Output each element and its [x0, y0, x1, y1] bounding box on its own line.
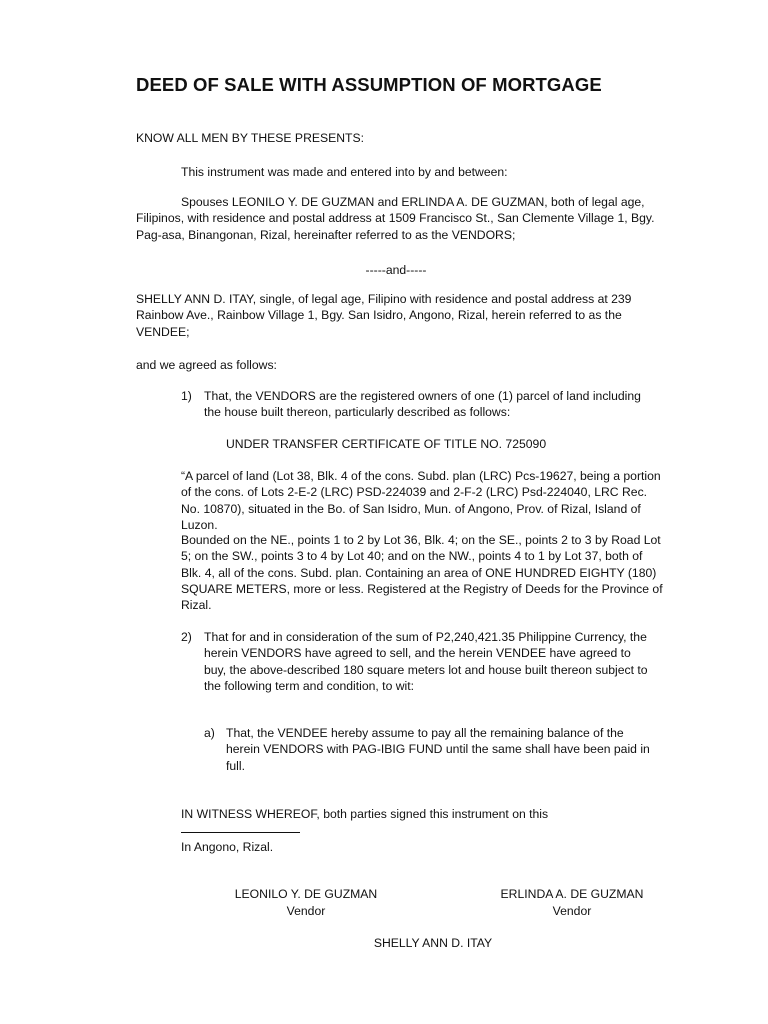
- item-1-number: 1): [181, 389, 192, 403]
- document-title: DEED OF SALE WITH ASSUMPTION OF MORTGAGE: [136, 74, 602, 95]
- date-blank-line: [181, 832, 300, 833]
- place-line: In Angono, Rizal.: [181, 840, 274, 854]
- item-1-text: That, the VENDORS are the registered owners of one (1) parcel of land including the house built thereon, particularly described as follows:: [204, 389, 641, 420]
- item-2-text: That for and in consideration of the sum of P2,240,421.35 Philippine Currency, the herein VENDORS have agreed to sell, and the herein VENDEE have agreed to buy, the above-described 180 square meters lot and house built thereon subject to the following term and condition, to wit:: [204, 630, 648, 693]
- item-2a-text: That, the VENDEE hereby assume to pay all the remaining balance of the herein VENDORS with PAG-IBIG FUND until the same shall have been paid in full.: [226, 726, 650, 773]
- agreed-line: and we agreed as follows:: [136, 358, 277, 372]
- witness-clause: IN WITNESS WHEREOF, both parties signed this instrument on this: [181, 807, 549, 821]
- vendors-paragraph: Spouses LEONILO Y. DE GUZMAN and ERLINDA A. DE GUZMAN, both of legal age, Filipinos, with residence and postal address at 1509 Francisco St., San Clemente Village 1, Bgy. Pag-asa, Binangonan, Rizal, hereinafter referred to as the VENDORS;: [136, 195, 655, 242]
- item-2a-letter: a): [204, 726, 215, 740]
- signatory-3-name: SHELLY ANN D. ITAY: [373, 936, 493, 950]
- signatory-1-role: Vendor: [286, 904, 326, 918]
- signatory-2-role: Vendor: [552, 904, 592, 918]
- tct-heading: UNDER TRANSFER CERTIFICATE OF TITLE NO. 725090: [226, 437, 547, 451]
- and-separator: -----and-----: [365, 263, 427, 277]
- intro-paragraph: This instrument was made and entered into by and between:: [181, 165, 508, 179]
- parcel-description-2: Bounded on the NE., points 1 to 2 by Lot 36, Blk. 4; on the SE., points 2 to 3 by Road Lot 5; on the SW., points 3 to 4 by Lot 40; and on the NW., points 4 to 1 by Lot 37, both of Blk. 4, all of the cons. Subd. plan. Containing an area of ONE HUNDRED EIGHTY (180) SQUARE METERS, more or less. Registered at the Registry of Deeds for the Province of Rizal.: [181, 533, 663, 613]
- parcel-description-1: “A parcel of land (Lot 38, Blk. 4 of the cons. Subd. plan (LRC) Pcs-19627, being a portion of the cons. of Lots 2-E-2 (LRC) PSD-224039 and 2-F-2 (LRC) Psd-224040, LRC Rec. No. 10870), situated in the Bo. of San Isidro, Mun. of Angono, Prov. of Rizal, Island of Luzon.: [181, 469, 661, 532]
- salutation: KNOW ALL MEN BY THESE PRESENTS:: [136, 131, 365, 145]
- vendee-paragraph: SHELLY ANN D. ITAY, single, of legal age, Filipino with residence and postal address at 239 Rainbow Ave., Rainbow Village 1, Bgy. San Isidro, Angono, Rizal, herein referred to as the VENDEE;: [136, 292, 632, 339]
- signatory-2-name: ERLINDA A. DE GUZMAN: [500, 887, 644, 901]
- signatory-1-name: LEONILO Y. DE GUZMAN: [234, 887, 378, 901]
- item-2-number: 2): [181, 630, 192, 644]
